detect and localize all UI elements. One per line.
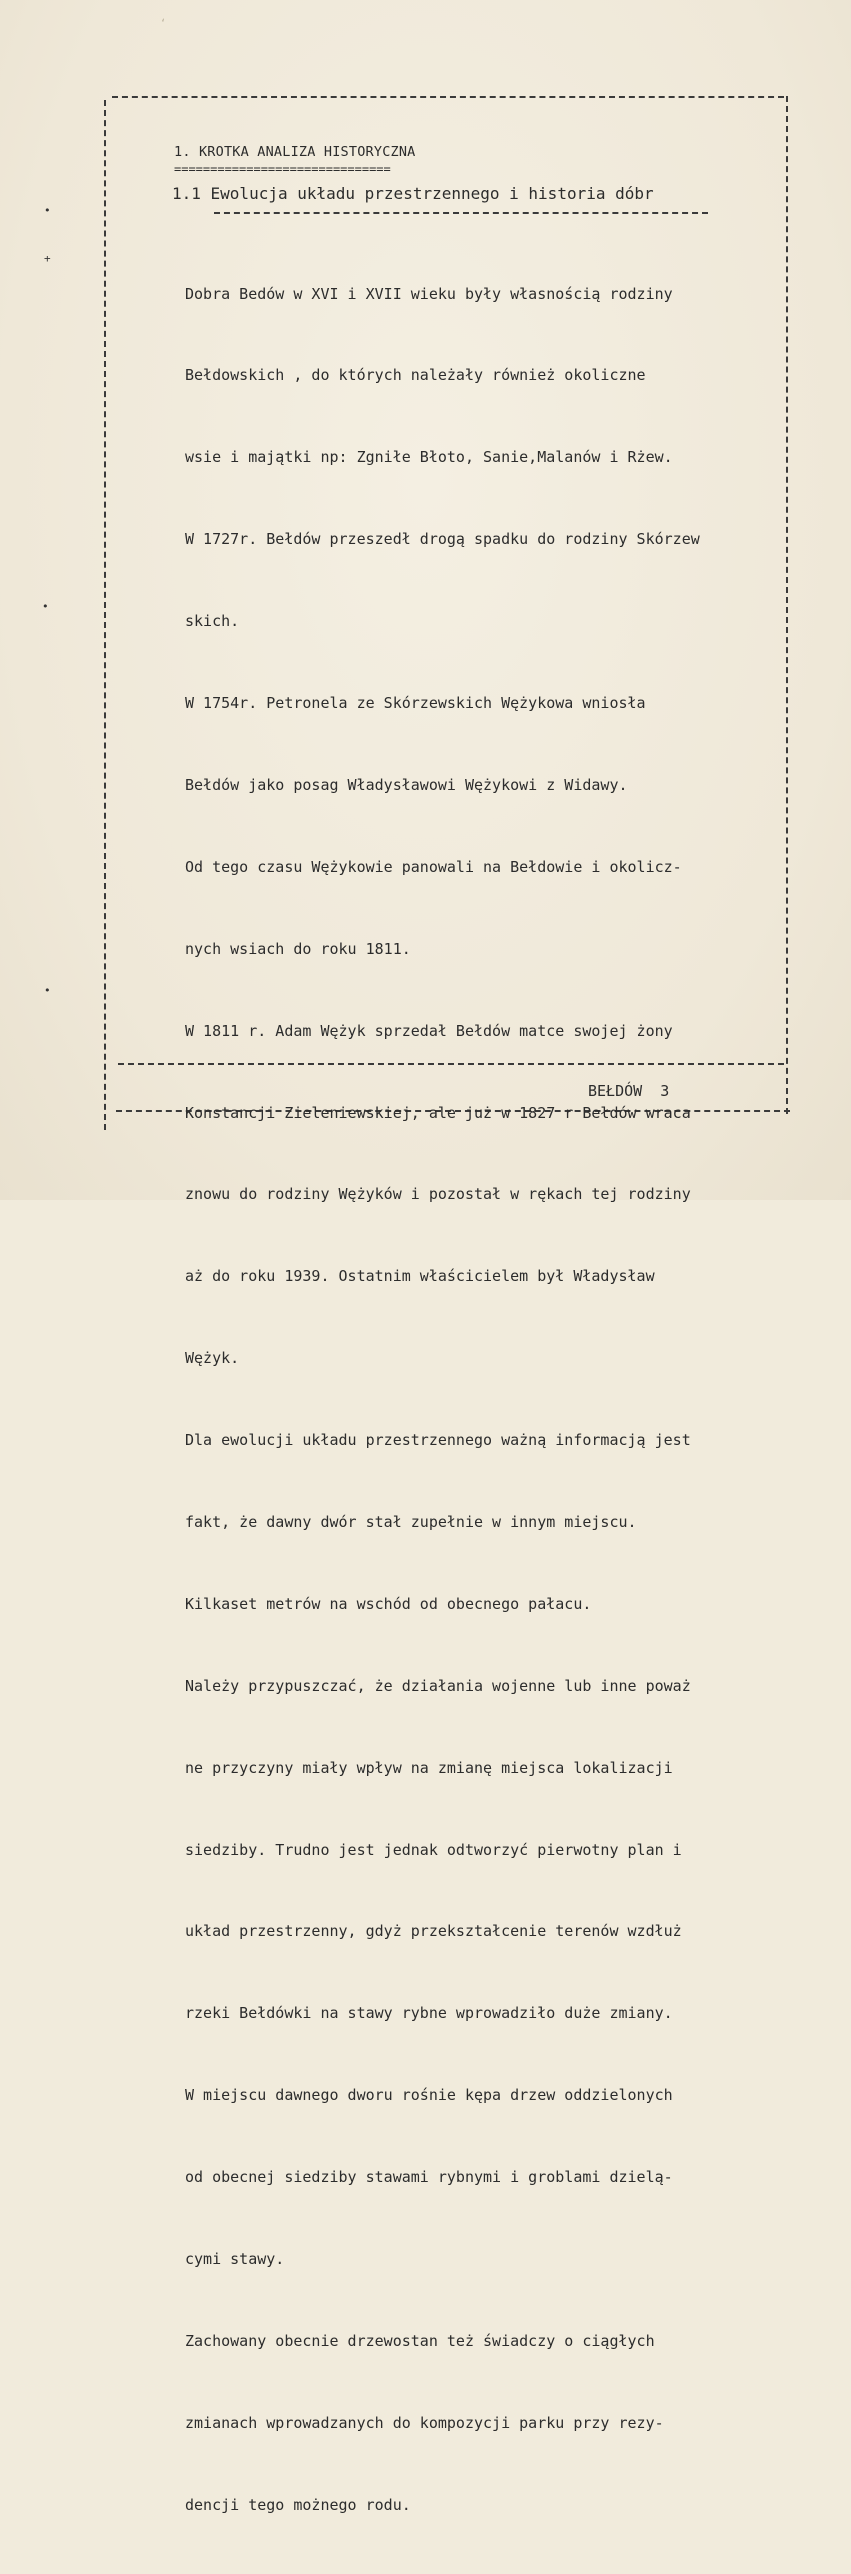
margin-mark: • [44,984,51,997]
text-line: siedziby. Trudno jest jednak odtworzyć pierwotny plan i [185,1840,682,1859]
text-line: W 1811 r. Adam Wężyk sprzedał Bełdów matce swojej żony [185,1021,673,1040]
frame-border-right [786,96,788,1114]
section-heading: 1. KROTKA ANALIZA HISTORYCZNA [174,144,416,160]
text-line: W 1727r. Bełdów przeszedł drogą spadku do rodziny Skórzew [185,530,700,549]
margin-mark: • [44,204,51,217]
text-line: ne przyczyny miały wpływ na zmianę miejsca lokalizacji [185,1758,673,1777]
text-line: skich. [185,612,240,631]
margin-mark: + [44,252,51,265]
text-line: od obecnej siedziby stawami rybnymi i groblami dzielą- [185,2168,673,2187]
text-line: układ przestrzenny, gdyż przekształcenie terenów wzdłuż [185,1922,682,1941]
text-line: Bełdowskich , do których należały również okoliczne [185,366,646,385]
text-line: Bełdów jako posag Władysławowi Wężykowi z Widawy. [185,775,628,794]
subheading-underline [214,212,708,214]
text-line: W miejscu dawnego dworu rośnie kępa drzew oddzielonych [185,2086,673,2105]
text-line: Konstancji Zieleniewskiej, ale już w 1827 r Bełdów wraca [185,1103,691,1122]
faint-mark: ʻ [160,18,167,29]
page-footer: BEŁDÓW 3 [588,1082,670,1100]
frame-border-left [104,100,106,1130]
text-line: zmianach wprowadzanych do kompozycji parku przy rezy- [185,2413,664,2432]
text-line: nych wsiach do roku 1811. [185,939,411,958]
text-line: Od tego czasu Wężykowie panowali na Bełdowie i okolicz- [185,857,682,876]
text-line: rzeki Bełdówki na stawy rybne wprowadziło duże zmiany. [185,2004,673,2023]
text-line: znowu do rodziny Wężyków i pozostał w rękach tej rodziny [185,1185,691,1204]
text-line: Dobra Bedów w XVI i XVII wieku były własnością rodziny [185,284,673,303]
heading-underline: ============================== [174,162,391,176]
text-line: Zachowany obecnie drzewostan też świadczy o ciągłych [185,2331,655,2350]
text-line: cymi stawy. [185,2249,285,2268]
margin-mark: • [42,600,49,613]
text-line: Wężyk. [185,1349,240,1368]
body-text [185,226,785,2574]
subsection-heading: 1.1 Ewolucja układu przestrzennego i historia dóbr [172,184,654,203]
text-line: Kilkaset metrów na wschód od obecnego pałacu. [185,1594,592,1613]
text-line: wsie i majątki np: Zgniłe Błoto, Sanie,Malanów i Rżew. [185,448,673,467]
text-line: W 1754r. Petronela ze Skórzewskich Wężykowa wniosła [185,694,646,713]
text-line: Należy przypuszczać, że działania wojenne lub inne poważ [185,1676,691,1695]
text-line: dencji tego możnego rodu. [185,2495,411,2514]
text-line: Dla ewolucji układu przestrzennego ważną informacją jest [185,1431,691,1450]
text-line: fakt, że dawny dwór stał zupełnie w innym miejscu. [185,1512,637,1531]
frame-border-top [112,96,784,98]
text-line: aż do roku 1939. Ostatnim właścicielem był Władysław [185,1267,655,1286]
